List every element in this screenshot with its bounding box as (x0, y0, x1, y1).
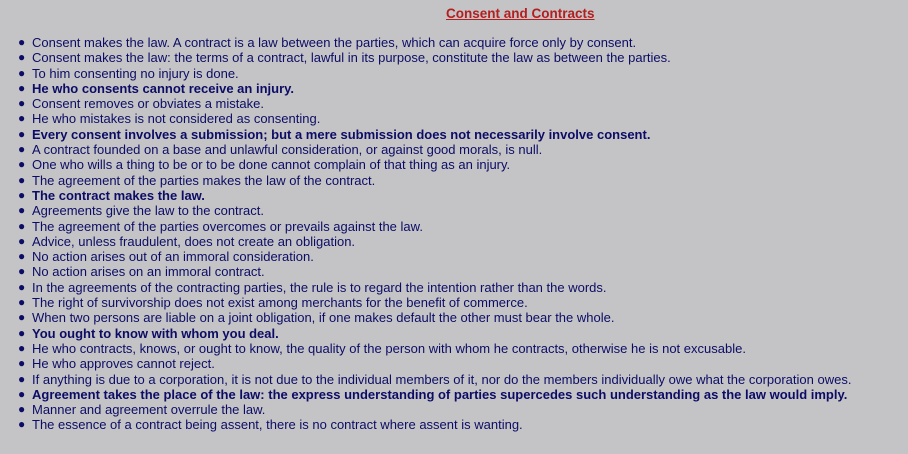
bullet-icon: ● (18, 142, 26, 157)
bullet-icon: ● (18, 80, 26, 95)
maxim-text: The right of survivorship does not exist among merchants for the benefit of commerce. (32, 295, 528, 311)
maxim-text: The essence of a contract being assent, there is no contract where assent is wanting. (32, 417, 523, 433)
list-item (0, 280, 908, 295)
list-item (0, 219, 908, 234)
list-item (0, 264, 908, 279)
bullet-icon: ● (18, 417, 26, 432)
list-item (0, 127, 908, 142)
list-item (0, 372, 908, 387)
maxim-text: To him consenting no injury is done. (32, 65, 239, 81)
bullet-icon: ● (18, 157, 26, 172)
list-item (0, 417, 908, 432)
page-title: Consent and Contracts (446, 6, 595, 21)
maxim-text: Every consent involves a submission; but a mere submission does not necessarily involve consent. (32, 126, 651, 142)
maxim-text: You ought to know with whom you deal. (32, 325, 279, 341)
bullet-icon: ● (18, 340, 26, 355)
list-item (0, 173, 908, 188)
list-item (0, 203, 908, 218)
list-item (0, 402, 908, 417)
maxim-text: Manner and agreement overrule the law. (32, 402, 266, 418)
maxim-text: He who mistakes is not considered as consenting. (32, 111, 321, 127)
bullet-icon: ● (18, 295, 26, 310)
list-item (0, 50, 908, 65)
maxim-text: Consent makes the law: the terms of a contract, lawful in its purpose, constitute the law as between the parties. (32, 50, 671, 66)
bullet-icon: ● (18, 402, 26, 417)
list-item (0, 111, 908, 126)
list-item (0, 157, 908, 172)
bullet-icon: ● (18, 126, 26, 141)
bullet-icon: ● (18, 279, 26, 294)
maxim-text: In the agreements of the contracting parties, the rule is to regard the intention rather than the words. (32, 279, 607, 295)
bullet-icon: ● (18, 65, 26, 80)
bullet-icon: ● (18, 325, 26, 340)
bullet-icon: ● (18, 50, 26, 65)
maxim-text: The agreement of the parties makes the law of the contract. (32, 172, 376, 188)
list-item (0, 96, 908, 111)
maxim-text: If anything is due to a corporation, it is not due to the individual members of it, nor do the members individually owe what the corporation owes. (32, 371, 852, 387)
maxim-text: One who wills a thing to be or to be done cannot complain of that thing as an injury. (32, 157, 511, 173)
list-item (0, 35, 908, 50)
list-item (0, 142, 908, 157)
maxim-text: Consent removes or obviates a mistake. (32, 96, 264, 112)
maxim-text: No action arises on an immoral contract. (32, 264, 265, 280)
maxim-text: Agreements give the law to the contract. (32, 203, 264, 219)
list-item (0, 310, 908, 325)
maxim-text: He who contracts, knows, or ought to know, the quality of the person with whom he contracts, otherwise he is not excusable. (32, 340, 746, 356)
bullet-icon: ● (18, 187, 26, 202)
list-item (0, 387, 908, 402)
list-item (0, 341, 908, 356)
bullet-icon: ● (18, 172, 26, 187)
list-item (0, 326, 908, 341)
maxim-text: The contract makes the law. (32, 187, 205, 203)
bullet-icon: ● (18, 356, 26, 371)
list-item (0, 295, 908, 310)
maxim-text: Consent makes the law. A contract is a law between the parties, which can acquire force only by consent. (32, 35, 637, 50)
maxim-text: When two persons are liable on a joint obligation, if one makes default the other must bear the whole. (32, 310, 615, 326)
bullet-icon: ● (18, 35, 26, 49)
list-item (0, 81, 908, 96)
maxim-text: A contract founded on a base and unlawful consideration, or against good morals, is null. (32, 142, 543, 158)
bullet-icon: ● (18, 264, 26, 279)
list-item (0, 249, 908, 264)
maxim-text: Advice, unless fraudulent, does not create an obligation. (32, 233, 356, 249)
list-item (0, 234, 908, 249)
maxim-text: He who consents cannot receive an injury. (32, 80, 294, 96)
bullet-icon: ● (18, 111, 26, 126)
bullet-icon: ● (18, 371, 26, 386)
bullet-icon: ● (18, 310, 26, 325)
bullet-icon: ● (18, 203, 26, 218)
maxim-text: The agreement of the parties overcomes or prevails against the law. (32, 218, 423, 234)
bullet-icon: ● (18, 249, 26, 264)
maxim-text: He who approves cannot reject. (32, 356, 215, 372)
bullet-icon: ● (18, 218, 26, 233)
maxim-text: Agreement takes the place of the law: the express understanding of parties supercedes such understanding as the law would imply. (32, 386, 848, 402)
bullet-icon: ● (18, 386, 26, 401)
bullet-icon: ● (18, 233, 26, 248)
maxim-text: No action arises out of an immoral consideration. (32, 249, 314, 265)
list-item (0, 66, 908, 81)
list-item (0, 356, 908, 371)
list-item (0, 188, 908, 203)
maxim-list (0, 35, 908, 433)
bullet-icon: ● (18, 96, 26, 111)
